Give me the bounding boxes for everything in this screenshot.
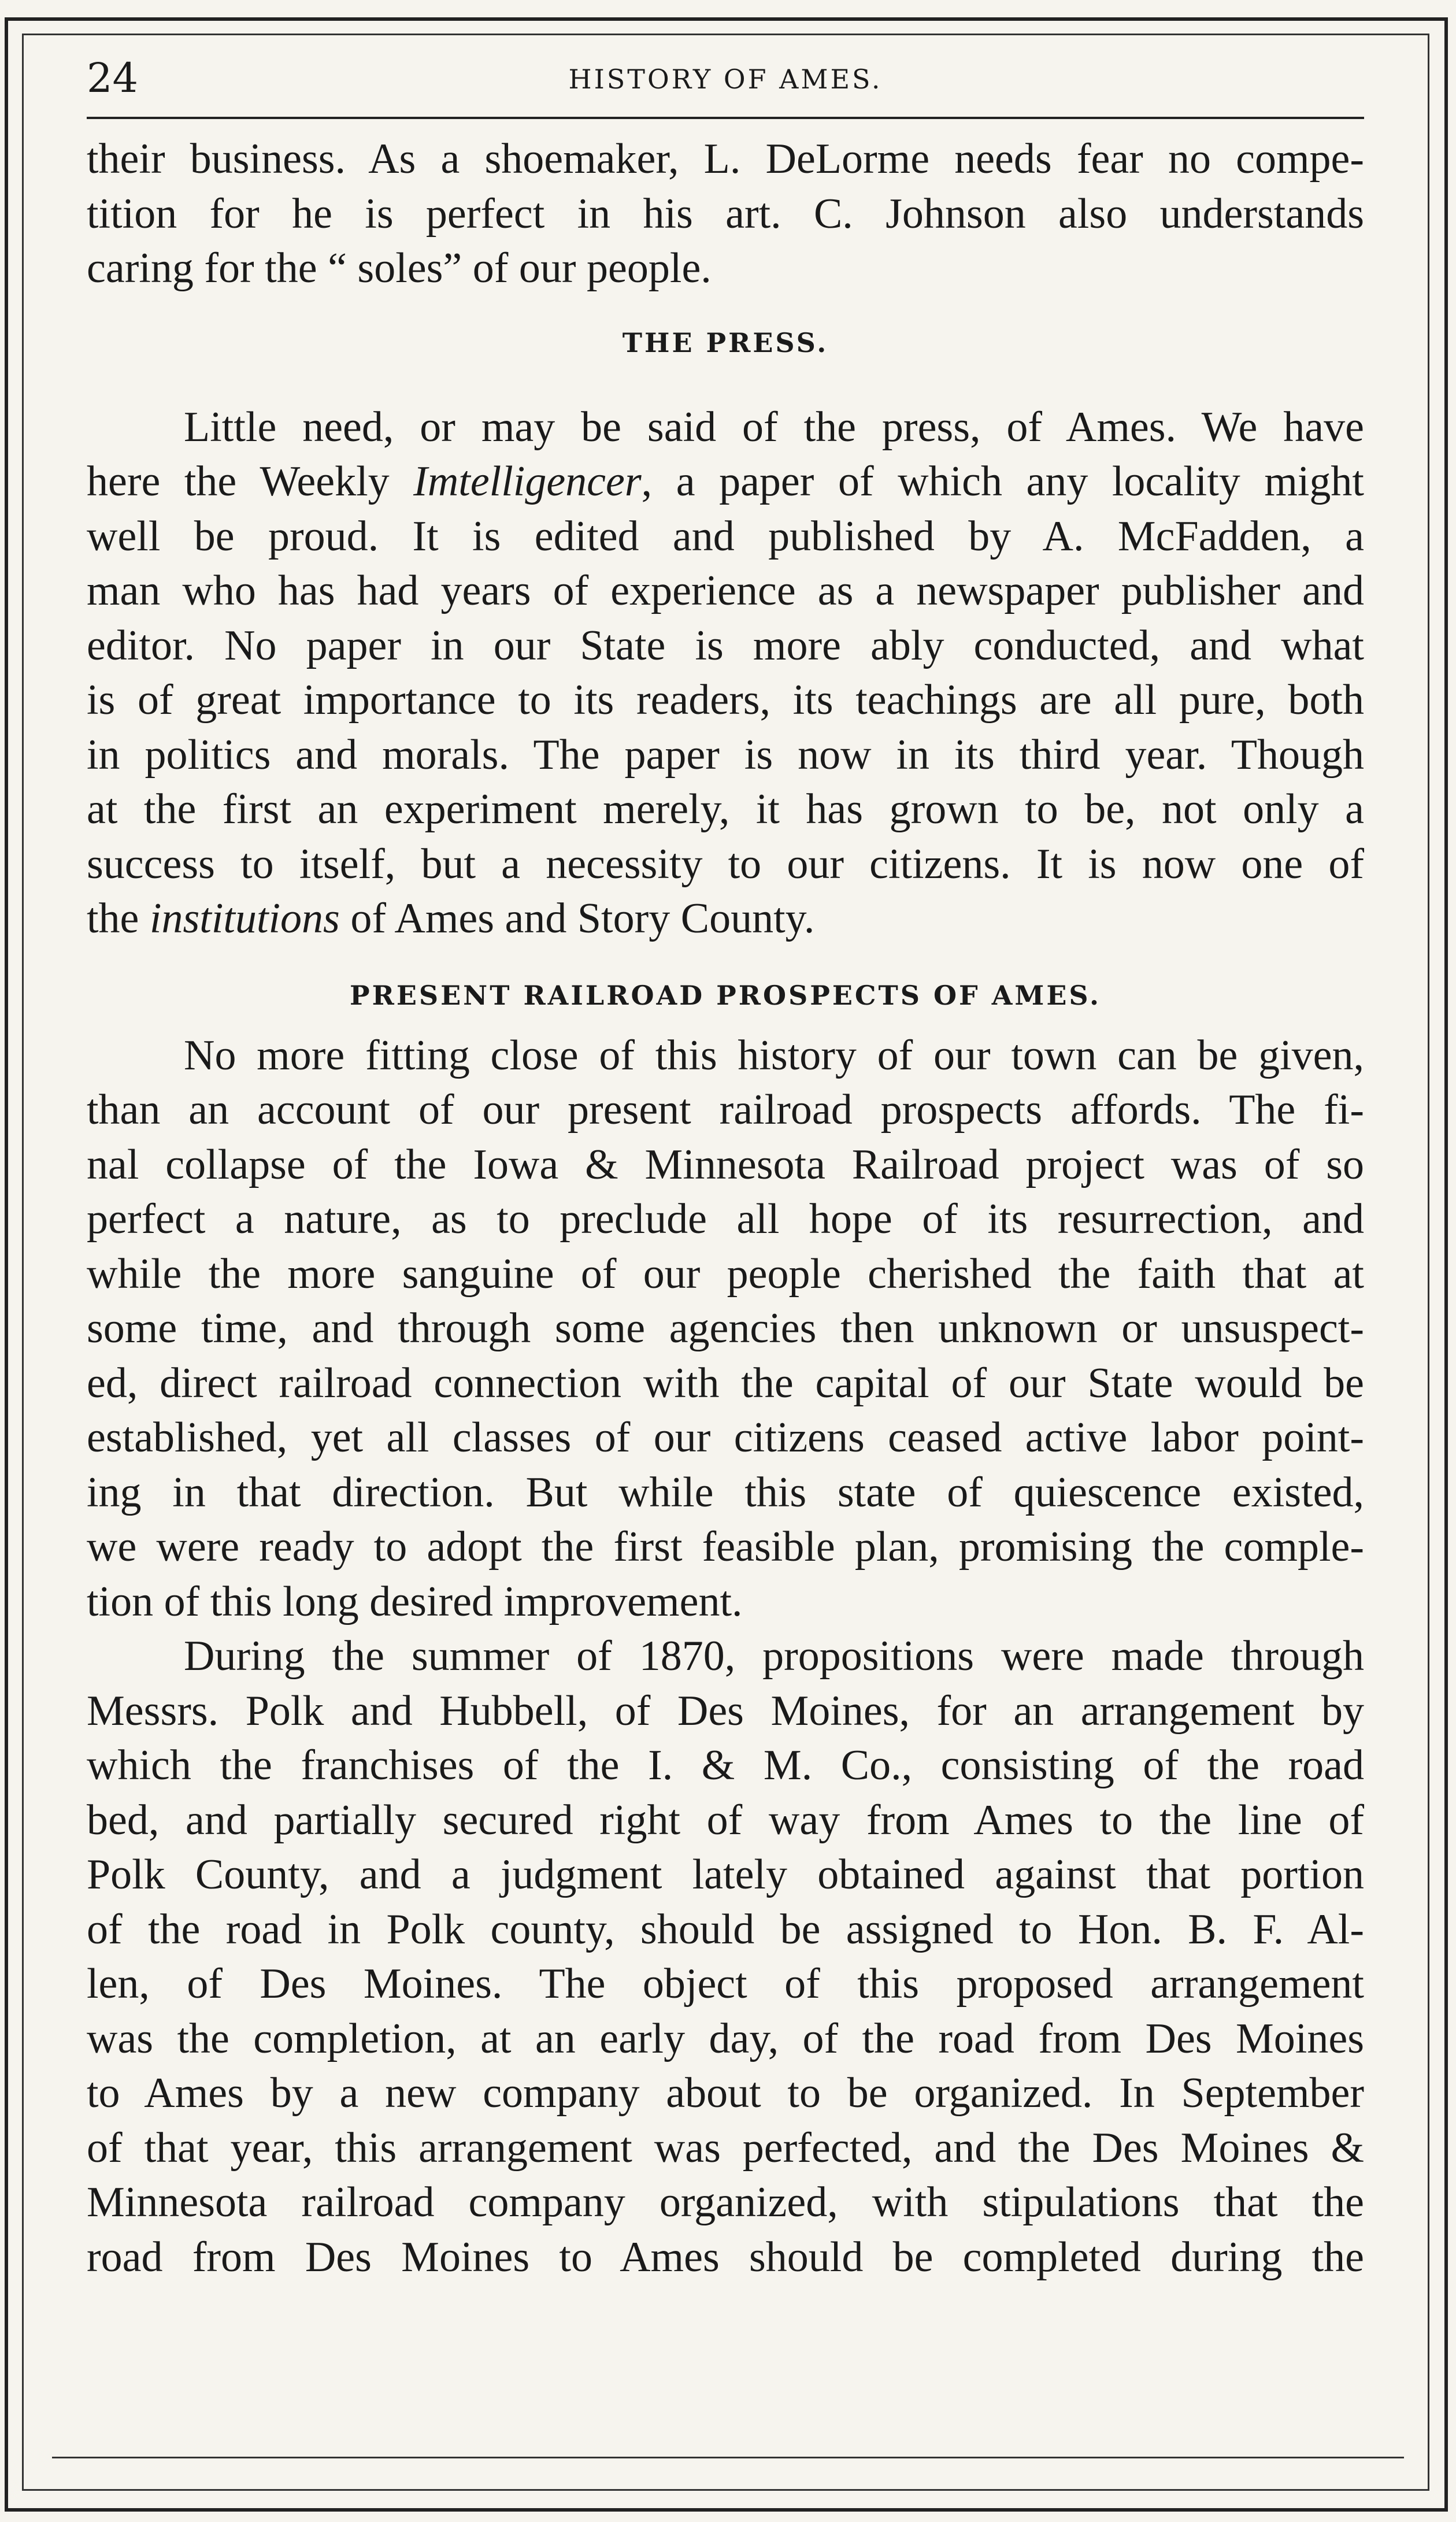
text-line: is of great importance to its readers, its teachings are all pure, both <box>87 676 1364 724</box>
text-line: ing in that direction. But while this state of quiescence existed, <box>87 1468 1364 1516</box>
railroad-paragraph-1 <box>87 1028 1364 1630</box>
press-paragraph <box>87 400 1364 946</box>
text-line: in politics and morals. The paper is now in its third year. Though <box>87 731 1364 779</box>
text-line: ed, direct railroad connection with the capital of our State would be <box>87 1359 1364 1407</box>
text-line: which the franchises of the I. & M. Co., consisting of the road <box>87 1742 1364 1789</box>
text-line: success to itself, but a necessity to our citizens. It is now one of <box>87 840 1364 888</box>
text-line: was the completion, at an early day, of the road from Des Moines <box>87 2014 1364 2062</box>
text-line: at the first an experiment merely, it has grown to be, not only a <box>87 786 1364 833</box>
text-fragment: here the Weekly <box>87 458 414 505</box>
text-line: road from Des Moines to Ames should be completed during the <box>87 2233 1364 2281</box>
text-line <box>87 891 1364 946</box>
footer-rule <box>52 2457 1404 2458</box>
section-heading-railroad: PRESENT RAILROAD PROSPECTS OF AMES. <box>350 979 1101 1011</box>
intro-paragraph <box>87 132 1364 296</box>
railroad-paragraph-2 <box>87 1629 1364 2284</box>
text-line: to Ames by a new company about to be organized. In September <box>87 2069 1364 2117</box>
text-line: bed, and partially secured right of way from Ames to the line of <box>87 1796 1364 1844</box>
header-rule <box>87 117 1364 119</box>
text-line: we were ready to adopt the first feasible plan, promising the comple- <box>87 1523 1364 1571</box>
text-line: than an account of our present railroad prospects affords. The fi- <box>87 1086 1364 1134</box>
book-page <box>87 53 1364 2284</box>
text-line: of that year, this arrangement was perfected, and the Des Moines & <box>87 2124 1364 2172</box>
text-line: Minnesota railroad company organized, with stipulations that the <box>87 2179 1364 2226</box>
text-fragment: the <box>87 895 150 942</box>
text-line: their business. As a shoemaker, L. DeLorme needs fear no compe- <box>87 135 1364 183</box>
newspaper-name: Imtelligencer <box>413 458 642 505</box>
text-line: Little need, or may be said of the press, of Ames. We have <box>184 403 1364 451</box>
italic-word: institutions <box>149 895 340 942</box>
text-line: perfect a nature, as to preclude all hope of its resurrection, and <box>87 1195 1364 1243</box>
text-line: some time, and through some agencies then unknown or unsuspect- <box>87 1305 1364 1352</box>
text-line: tition for he is perfect in his art. C. Johnson also understands <box>87 190 1364 238</box>
text-line: established, yet all classes of our citizens ceased active labor point- <box>87 1414 1364 1461</box>
section-heading-press: THE PRESS. <box>622 327 829 358</box>
text-fragment: of Ames and Story County. <box>339 895 815 942</box>
text-line: man who has had years of experience as a newspaper publisher and <box>87 567 1364 614</box>
text-line: of the road in Polk county, should be assigned to Hon. B. F. Al- <box>87 1905 1364 1953</box>
text-line: while the more sanguine of our people cherished the faith that at <box>87 1250 1364 1298</box>
text-line <box>87 454 1364 509</box>
text-line: caring for the “ soles” of our people. <box>87 245 712 292</box>
text-line: Polk County, and a judgment lately obtained against that portion <box>87 1851 1364 1898</box>
text-fragment: , a paper of which any locality might <box>641 458 1364 505</box>
text-line: No more fitting close of this history of our town can be given, <box>184 1031 1364 1079</box>
text-line: Messrs. Polk and Hubbell, of Des Moines, for an arrangement by <box>87 1687 1364 1735</box>
text-line: editor. No paper in our State is more ably conducted, and what <box>87 621 1364 669</box>
text-line: tion of this long desired improvement. <box>87 1577 743 1625</box>
text-line: len, of Des Moines. The object of this proposed arrangement <box>87 1960 1364 2008</box>
text-line: During the summer of 1870, propositions were made through <box>184 1632 1364 1680</box>
running-title: HISTORY OF AMES. <box>568 64 883 95</box>
text-line: nal collapse of the Iowa & Minnesota Railroad project was of so <box>87 1140 1364 1188</box>
page-number: 24 <box>87 54 139 102</box>
text-line: well be proud. It is edited and published by A. McFadden, a <box>87 512 1364 560</box>
running-header <box>87 53 1364 117</box>
